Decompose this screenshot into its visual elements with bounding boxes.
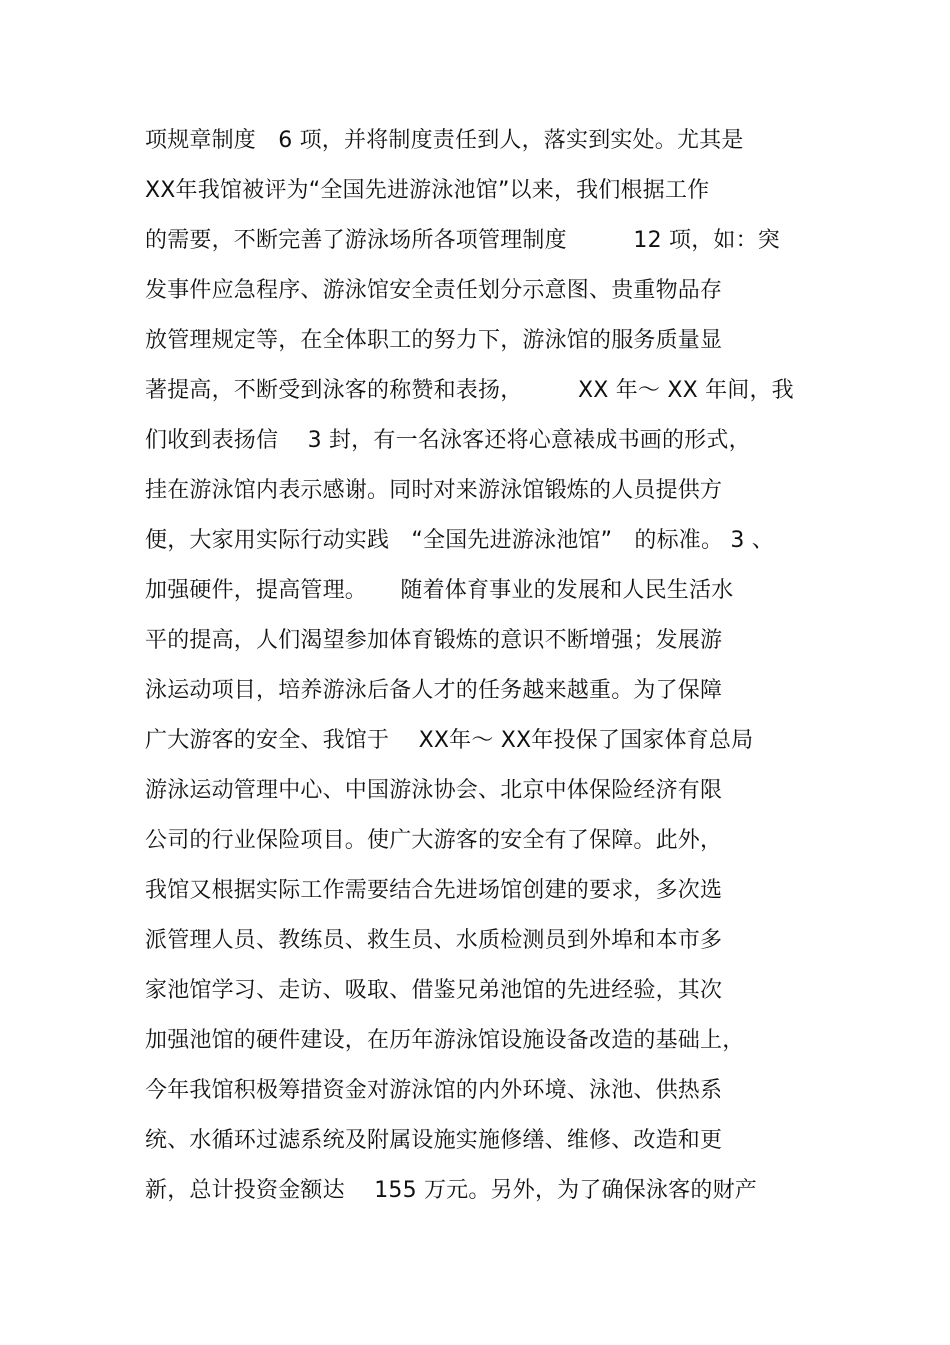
text-line: 著提高，不断受到泳客的称赞和表扬， XX 年～ XX 年间，我 <box>145 378 794 403</box>
text-line: 发事件应急程序、游泳馆安全责任划分示意图、贵重物品存 <box>145 278 723 303</box>
text-line: 广大游客的安全、我馆于 XX年～ XX年投保了国家体育总局 <box>145 728 754 753</box>
text-line: 平的提高，人们渴望参加体育锻炼的意识不断增强；发展游 <box>145 628 723 653</box>
text-line: 泳运动项目，培养游泳后备人才的任务越来越重。为了保障 <box>145 678 723 703</box>
text-line: XX年我馆被评为“全国先进游泳池馆”以来，我们根据工作 <box>145 178 710 203</box>
text-line: 加强池馆的硬件建设，在历年游泳馆设施设备改造的基础上， <box>145 1028 745 1053</box>
text-line: 游泳运动管理中心、中国游泳协会、北京中体保险经济有限 <box>145 778 723 803</box>
text-line: 加强硬件，提高管理。 随着体育事业的发展和人民生活水 <box>145 578 734 603</box>
text-line: 放管理规定等，在全体职工的努力下，游泳馆的服务质量显 <box>145 328 723 353</box>
text-line: 们收到表扬信 3 封，有一名泳客还将心意裱成书画的形式， <box>145 428 751 453</box>
text-line: 挂在游泳馆内表示感谢。同时对来游泳馆锻炼的人员提供方 <box>145 478 723 503</box>
text-line: 便，大家用实际行动实践 “全国先进游泳池馆” 的标准。 3 、 <box>145 528 774 553</box>
text-line: 统、水循环过滤系统及附属设施实施修缮、维修、改造和更 <box>145 1128 723 1153</box>
text-line: 派管理人员、教练员、救生员、水质检测员到外埠和本市多 <box>145 928 723 953</box>
text-line: 项规章制度 6 项，并将制度责任到人，落实到实处。尤其是 <box>145 128 744 153</box>
text-line: 新，总计投资金额达 155 万元。另外，为了确保泳客的财产 <box>145 1178 757 1203</box>
text-line: 我馆又根据实际工作需要结合先进场馆创建的要求，多次选 <box>145 878 723 903</box>
body-text <box>145 116 825 1216</box>
text-line: 公司的行业保险项目。使广大游客的安全有了保障。此外， <box>145 828 723 853</box>
text-line: 的需要，不断完善了游泳场所各项管理制度 12 项，如：突 <box>145 228 780 253</box>
text-line: 今年我馆积极筹措资金对游泳馆的内外环境、泳池、供热系 <box>145 1078 723 1103</box>
text-line: 家池馆学习、走访、吸取、借鉴兄弟池馆的先进经验，其次 <box>145 978 723 1003</box>
